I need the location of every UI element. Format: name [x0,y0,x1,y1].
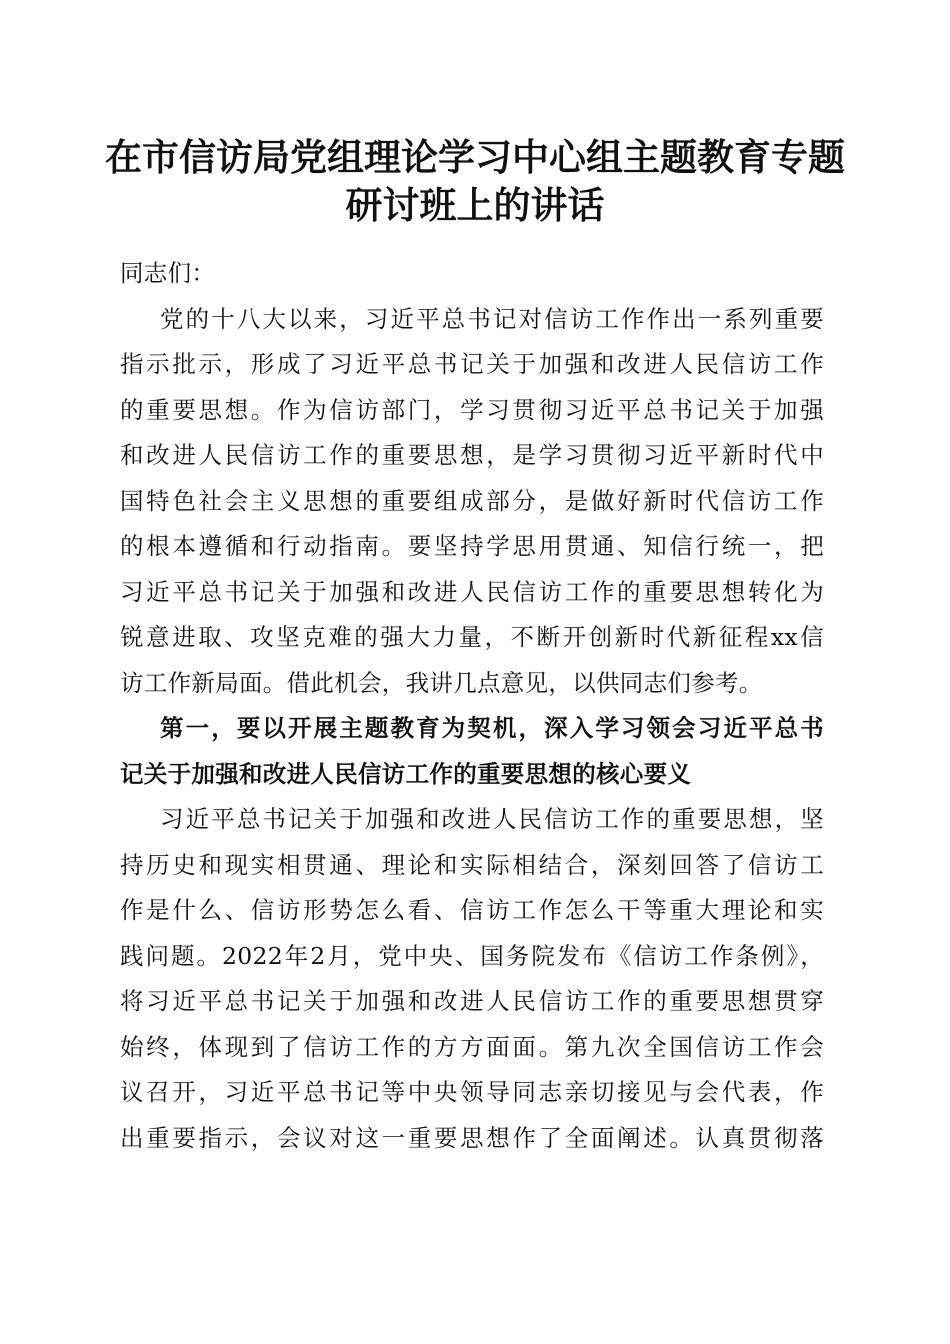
paragraph-line: 和改进人民信访工作的重要思想，是学习贯彻习近平新时代中 [120,441,824,469]
paragraph-line: 的重要思想。作为信访部门，学习贯彻习近平总书记关于加强 [120,395,824,424]
document-body [120,251,824,1161]
title-line-1: 在市信访局党组理论学习中心组主题教育专题 [105,135,845,179]
paragraph-section-1 [120,797,824,1161]
paragraph-line: 习近平总书记关于加强和改进人民信访工作的重要思想，坚 [160,805,824,833]
heading-line: 记关于加强和改进人民信访工作的重要思想的核心要义 [120,759,692,788]
paragraph-line: 将习近平总书记关于加强和改进人民信访工作的重要思想贯穿 [120,987,824,1015]
paragraph-intro [120,297,824,707]
paragraph-line: 习近平总书记关于加强和改进人民信访工作的重要思想转化为 [120,577,824,606]
paragraph-line: 议召开，习近平总书记等中央领导同志亲切接见与会代表，作 [120,1078,824,1106]
paragraph-line: 指示批示，形成了习近平总书记关于加强和改进人民信访工作 [120,350,824,378]
paragraph-line: 践问题。2022年2月，党中央、国务院发布《信访工作条例》， [120,941,824,970]
paragraph-line: 党的十八大以来，习近平总书记对信访工作作出一系列重要 [160,304,824,333]
paragraph-line: 始终，体现到了信访工作的方方面面。第九次全国信访工作会 [120,1032,824,1061]
salutation: 同志们： [120,259,216,287]
paragraph-line: 作是什么、信访形势怎么看、信访工作怎么干等重大理论和实 [120,896,824,924]
paragraph-line: 访工作新局面。借此机会，我讲几点意见，以供同志们参考。 [120,668,763,697]
document-title [100,133,850,229]
paragraph-line: 的根本遵循和行动指南。要坚持学思用贯通、知信行统一，把 [120,532,824,560]
paragraph-line: 出重要指示，会议对这一重要思想作了全面阐述。认真贯彻落 [120,1123,824,1152]
paragraph-line: 锐意进取、攻坚克难的强大力量，不断开创新时代新征程xx信 [120,623,824,651]
heading-line: 第一，要以开展主题教育为契机，深入学习领会习近平总书 [160,714,824,742]
title-line-2: 研讨班上的讲话 [345,183,605,227]
paragraph-line: 持历史和现实相贯通、理论和实际相结合，深刻回答了信访工 [120,850,824,879]
paragraph-line: 国特色社会主义思想的重要组成部分，是做好新时代信访工作 [120,486,824,515]
section-heading-1 [120,706,824,797]
